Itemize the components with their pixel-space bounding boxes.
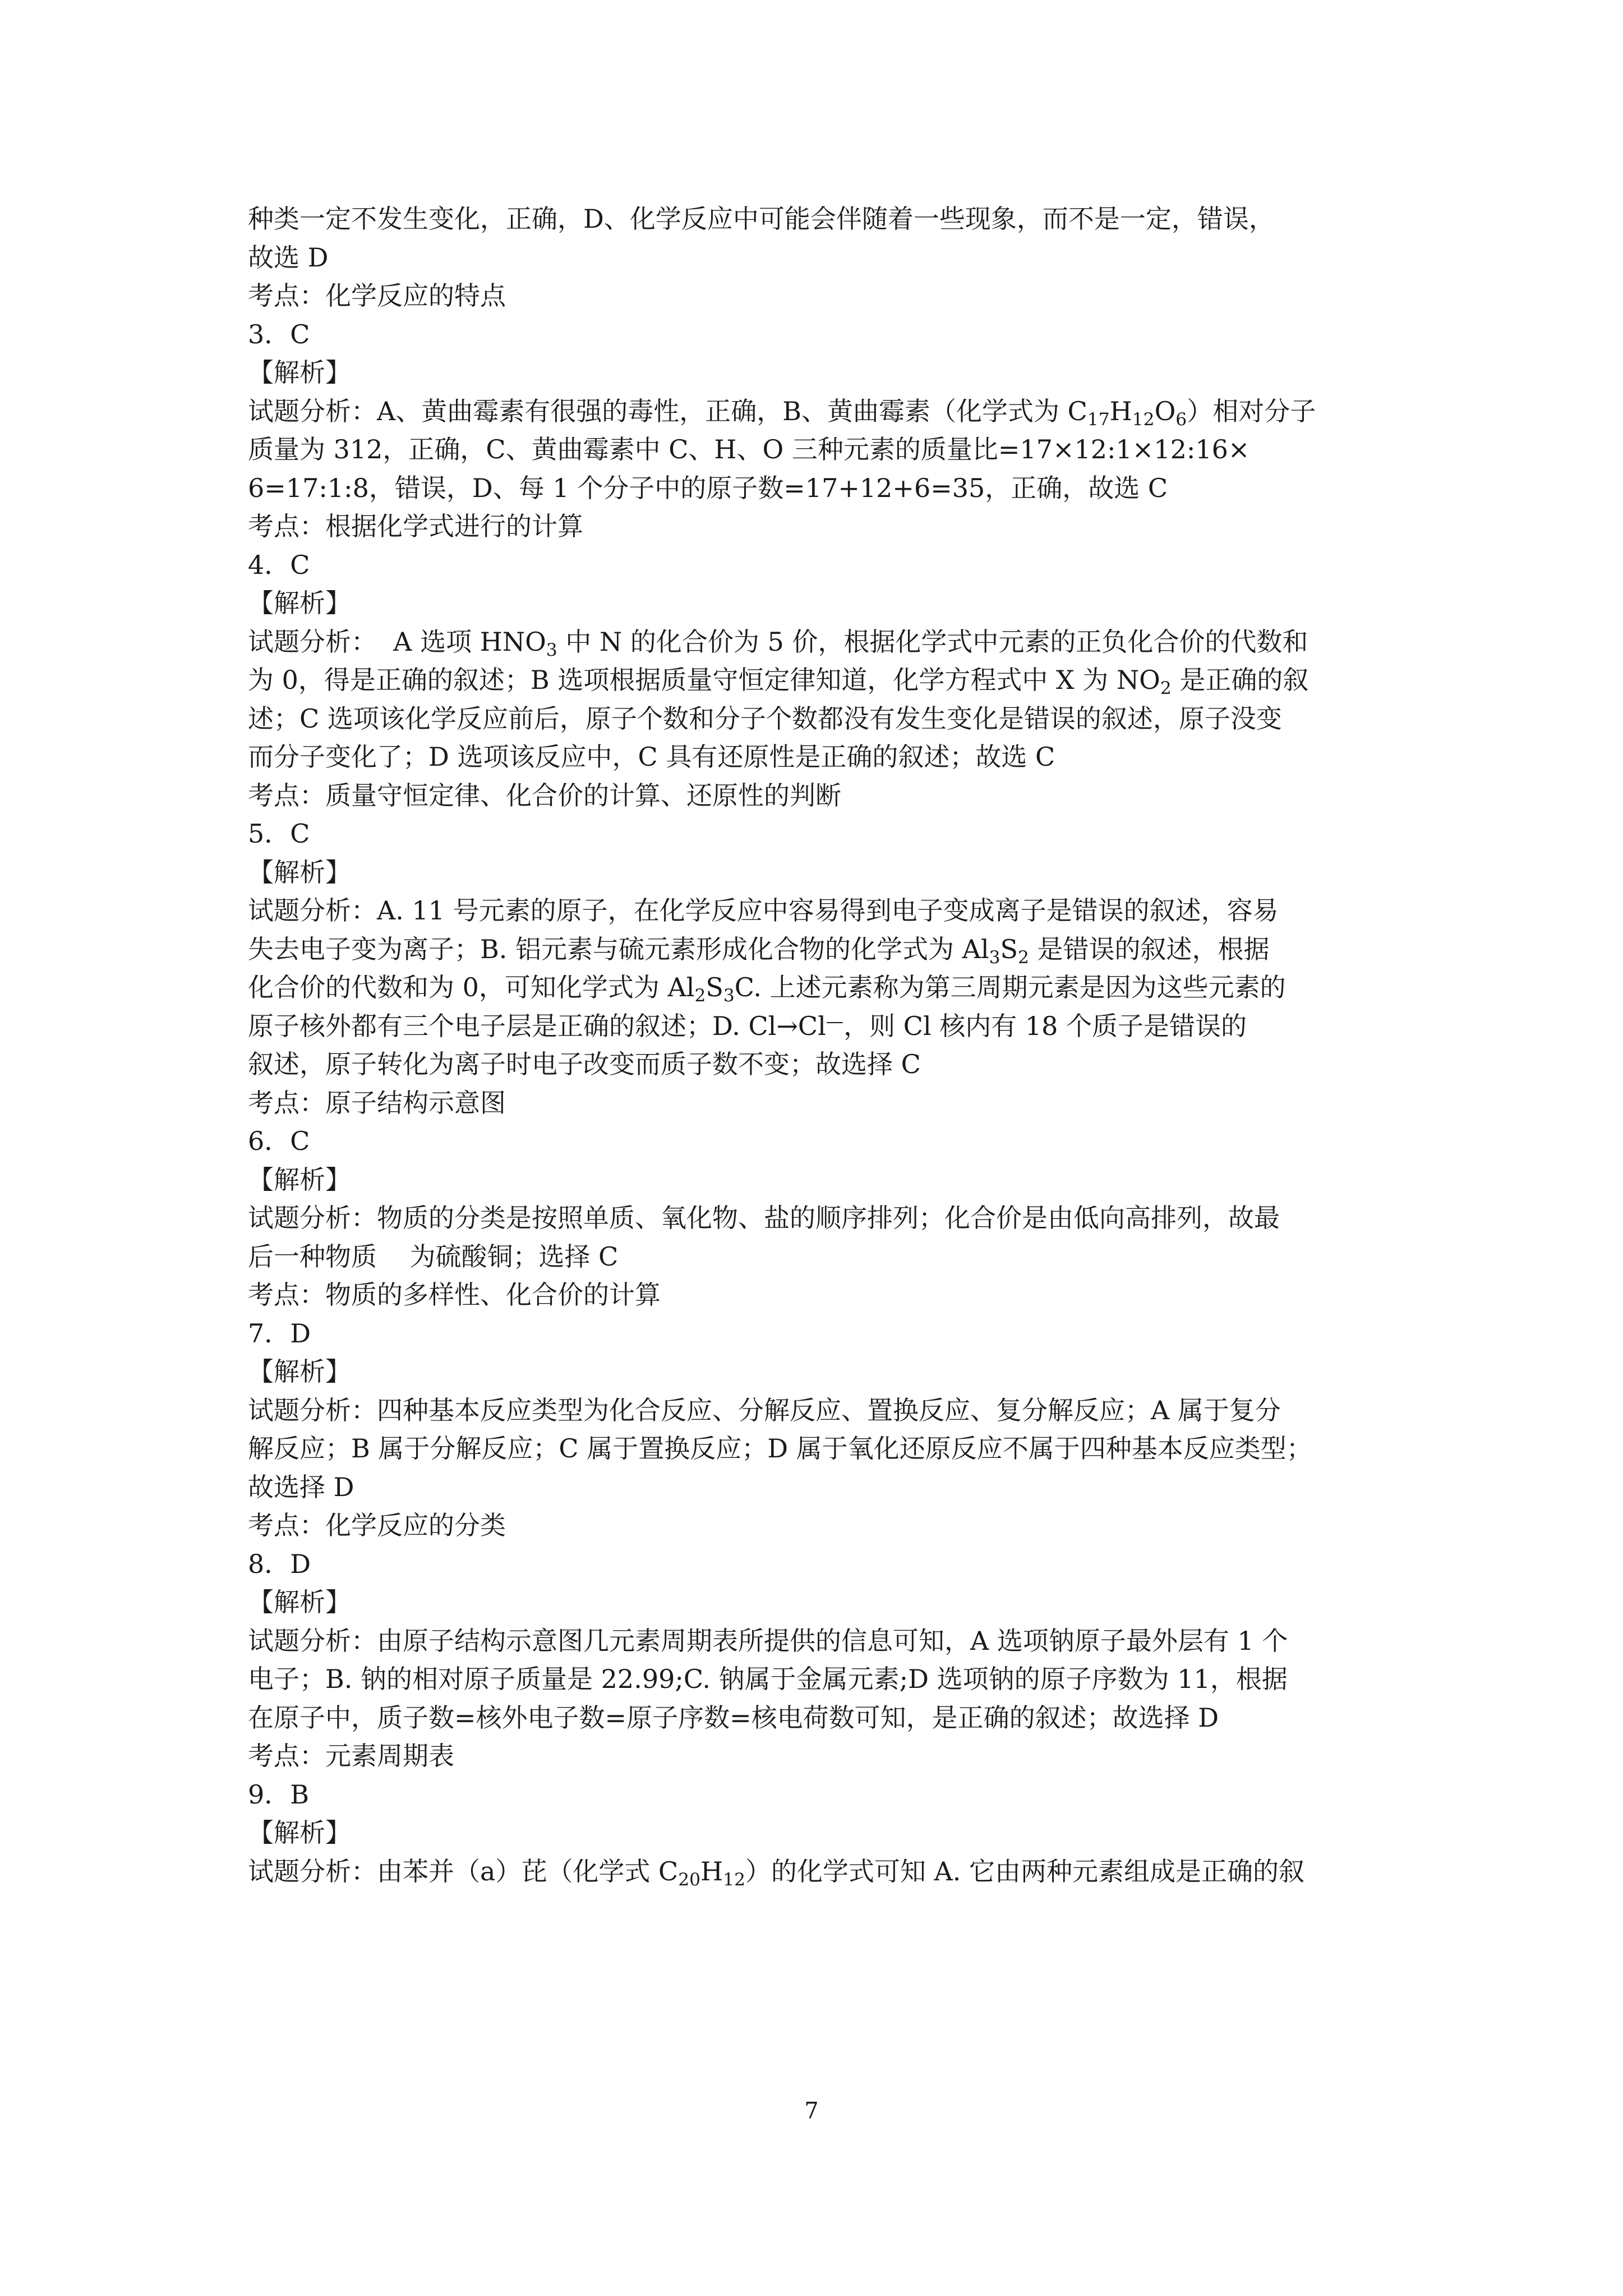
text-line [248,1468,1403,1507]
text-run: ）的化学式可知 A. 它由两种元素组成是正确的叙 [745,1856,1305,1887]
text-line [248,1545,1403,1584]
text-run: 试题分析：物质的分类是按照单质、氧化物、盐的顺序排列；化合价是由低向高排列，故最 [248,1203,1280,1233]
text-line [248,968,1403,1007]
text-run: 考点：根据化学式进行的计算 [248,511,583,541]
text-run: 8．D [248,1548,311,1579]
text-run: H [700,1856,723,1887]
subscript: 2 [694,985,706,1006]
text-line [248,1583,1403,1622]
text-run: 【解析】 [248,1164,351,1195]
subscript: 3 [989,947,1000,968]
text-run: 【解析】 [248,1587,351,1617]
text-run: ）相对分子 [1187,395,1316,426]
text-line [248,1161,1403,1199]
text-line [248,1352,1403,1391]
text-line [248,200,1403,238]
text-run: 【解析】 [248,1356,351,1387]
text-run: 考点：物质的多样性、化合价的计算 [248,1280,661,1310]
superscript: — [826,1011,844,1032]
text-run: H [1109,395,1132,426]
text-line [248,1852,1403,1891]
text-line [248,1084,1403,1122]
text-run: 故选 D [248,242,329,273]
text-run: 【解析】 [248,357,351,388]
text-run: 6．C [248,1126,310,1156]
text-run: 7．D [248,1318,311,1349]
subscript: 2 [1160,678,1172,698]
text-line [248,1314,1403,1353]
text-run: 【解析】 [248,857,351,887]
subscript: 3 [723,985,735,1006]
text-run: 失去电子变为离子；B. 铝元素与硫元素形成化合物的化学式为 Al [248,933,989,964]
subscript: 17 [1087,409,1110,430]
text-run: 是错误的叙述，根据 [1029,933,1270,964]
text-run: ，则 Cl 核内有 18 个质子是错误的 [843,1010,1247,1041]
text-run: 考点：化学反应的分类 [248,1510,506,1540]
text-run: 试题分析：A. 11 号元素的原子，在化学反应中容易得到电子变成离子是错误的叙述，容易 [248,895,1279,926]
text-run: 解反应；B 属于分解反应；C 属于置换反应；D 属于氧化还原反应不属于四种基本反应类型； [248,1433,1312,1464]
text-line [248,1622,1403,1660]
answer-text-body [248,200,1403,1890]
text-run: 试题分析：由原子结构示意图几元素周期表所提供的信息可知，A 选项钠原子最外层有 1 个 [248,1625,1288,1656]
text-line [248,392,1403,431]
text-run: 考点：化学反应的特点 [248,280,506,311]
text-line [248,469,1403,508]
text-run: 叙述，原子转化为离子时电子改变而质子数不变；故选择 C [248,1049,921,1079]
text-run: 试题分析：由苯并（a）芘（化学式 C [248,1856,679,1887]
text-line [248,930,1403,969]
page-number: 7 [804,2098,819,2124]
text-line [248,700,1403,738]
text-run: 4．C [248,549,310,580]
text-line [248,1199,1403,1237]
subscript: 2 [1018,947,1029,968]
text-run: 考点：元素周期表 [248,1741,454,1771]
text-run: 电子；B. 钠的相对原子质量是 22.99;C. 钠属于金属元素;D 选项钠的原子序数为 11，根据 [248,1664,1288,1694]
text-line [248,853,1403,892]
text-line [248,1660,1403,1699]
text-line [248,1429,1403,1468]
text-line [248,623,1403,661]
text-line [248,891,1403,930]
text-line [248,277,1403,315]
text-run: 述；C 选项该化学反应前后，原子个数和分子个数都没有发生变化是错误的叙述，原子没变 [248,703,1282,734]
text-line [248,1506,1403,1545]
subscript: 12 [1132,409,1155,430]
text-line [248,507,1403,546]
text-line [248,661,1403,700]
text-line [248,430,1403,469]
text-run: S [706,972,723,1002]
text-run: C. 上述元素称为第三周期元素是因为这些元素的 [734,972,1286,1002]
subscript: 6 [1175,409,1187,430]
text-run: 而分子变化了；D 选项该反应中，C 具有还原性是正确的叙述；故选 C [248,742,1055,772]
text-line [248,776,1403,815]
text-line [248,584,1403,623]
text-run: 化合价的代数和为 0，可知化学式为 Al [248,972,695,1002]
subscript: 12 [723,1869,745,1890]
text-run: 为 0，得是正确的叙述；B 选项根据质量守恒定律知道，化学方程式中 X 为 NO [248,665,1160,695]
text-line [248,1699,1403,1737]
text-run: 9．B [248,1779,310,1810]
text-line [248,315,1403,354]
text-run: 后一种物质 为硫酸铜；选择 C [248,1241,619,1272]
text-run: 在原子中，质子数=核外电子数=原子序数=核电荷数可知，是正确的叙述；故选择 D [248,1702,1219,1733]
text-run: 5．C [248,818,310,849]
subscript: 3 [546,639,557,660]
text-line [248,815,1403,853]
text-line [248,738,1403,776]
text-run: 中 N 的化合价为 5 价，根据化学式中元素的正负化合价的代数和 [557,626,1308,657]
text-line [248,1007,1403,1046]
text-run: 6=17:1:8，错误，D、每 1 个分子中的原子数=17+12+6=35，正确，故选 C [248,472,1168,503]
text-run: 【解析】 [248,588,351,618]
text-run: 种类一定不发生变化，正确，D、化学反应中可能会伴随着一些现象，而不是一定，错误， [248,204,1275,234]
text-line [248,1122,1403,1161]
text-line [248,238,1403,277]
text-run: 原子核外都有三个电子层是正确的叙述；D. Cl→Cl [248,1010,826,1041]
text-run: 质量为 312，正确，C、黄曲霉素中 C、H、O 三种元素的质量比=17×12:1×12:16× [248,434,1250,464]
text-run: 考点：质量守恒定律、化合价的计算、还原性的判断 [248,780,841,811]
text-run: 考点：原子结构示意图 [248,1087,506,1118]
text-line [248,1737,1403,1775]
text-line [248,1276,1403,1314]
text-run: 试题分析： A 选项 HNO [248,626,546,657]
text-line [248,1045,1403,1084]
text-run: 3．C [248,319,310,349]
text-run: S [1000,933,1018,964]
text-line [248,546,1403,585]
subscript: 20 [678,1869,701,1890]
text-run: 是正确的叙 [1171,665,1309,695]
text-line [248,1775,1403,1814]
text-run: 故选择 D [248,1471,354,1502]
text-run: O [1154,395,1176,426]
text-run: 试题分析：A、黄曲霉素有很强的毒性，正确，B、黄曲霉素（化学式为 C [248,395,1087,426]
text-line [248,1237,1403,1276]
text-line [248,1814,1403,1852]
text-run: 【解析】 [248,1818,351,1848]
text-line [248,1391,1403,1430]
text-run: 试题分析：四种基本反应类型为化合反应、分解反应、置换反应、复分解反应；A 属于复分 [248,1395,1281,1425]
text-line [248,353,1403,392]
